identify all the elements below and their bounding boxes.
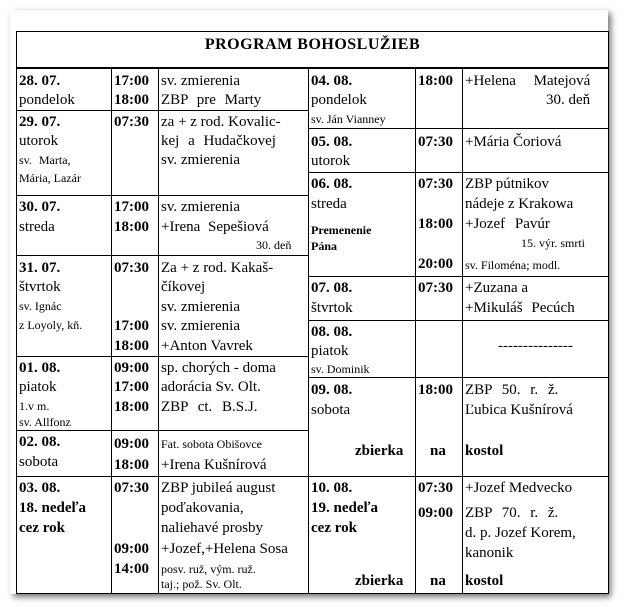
time: 18:00 xyxy=(114,92,149,108)
intention: sv. zmierenia xyxy=(161,73,240,89)
intention: +Irena Kušnírová xyxy=(161,457,267,473)
intention: Fat. sobota Obišovce xyxy=(161,437,262,451)
time: 18:00 xyxy=(114,338,149,354)
intention: +Helena Matejová xyxy=(465,73,591,89)
saint: sv. Marta, xyxy=(19,153,71,167)
intention: +Zuzana a xyxy=(465,280,529,296)
time: 17:00 xyxy=(114,73,149,89)
collection-label: kostol xyxy=(465,443,504,459)
weekday: pondelok xyxy=(311,92,367,108)
intention: sv. Filoména; modl. xyxy=(465,258,561,272)
intention: taj.; pož. Sv. Olt. xyxy=(161,577,242,591)
weekday-extra: cez rok xyxy=(19,520,65,536)
weekday: utorok xyxy=(19,133,59,149)
time: 18:00 xyxy=(114,219,149,235)
time: 17:00 xyxy=(114,318,149,334)
weekday: utorok xyxy=(311,153,351,169)
row-sep xyxy=(16,195,309,196)
time: 07:30 xyxy=(418,176,453,192)
intention: ZBP jubileá august xyxy=(161,480,276,496)
time: 07:30 xyxy=(418,280,453,296)
time: 17:00 xyxy=(114,379,149,395)
collection-label: zbierka xyxy=(355,443,404,459)
weekday: štvrtok xyxy=(19,279,61,295)
row-sep xyxy=(308,276,609,277)
border-top xyxy=(16,31,609,32)
right-text-divider xyxy=(462,68,463,594)
date: 28. 07. xyxy=(19,73,61,89)
intention: sv. zmierenia xyxy=(161,299,240,315)
time: 07:30 xyxy=(114,480,149,496)
weekday-extra: cez rok xyxy=(311,520,357,536)
intention: Ľubica Kušnírová xyxy=(465,402,573,418)
intention: sv. zmierenia xyxy=(161,152,240,168)
row-sep xyxy=(308,320,609,321)
date: 09. 08. xyxy=(311,382,353,398)
saint: 1.v m. xyxy=(19,399,50,413)
time: 18:00 xyxy=(114,457,149,473)
row-sep xyxy=(308,377,609,378)
date: 02. 08. xyxy=(19,434,61,450)
intention: sp. chorých - doma xyxy=(161,360,276,376)
saint: sv. Ján Vianney xyxy=(311,112,386,126)
intention: sv. zmierenia xyxy=(161,199,240,215)
intention: kanonik xyxy=(465,545,514,561)
weekday: pondelok xyxy=(19,92,75,108)
time: 07:30 xyxy=(418,480,453,496)
row-sep xyxy=(308,476,609,477)
time: 14:00 xyxy=(114,561,149,577)
row-sep xyxy=(16,476,309,477)
time: 18:00 xyxy=(418,216,453,232)
intention: +Irena Sepešiová xyxy=(161,219,269,235)
intention: naliehavé prosby xyxy=(161,520,264,536)
time: 09:00 xyxy=(114,360,149,376)
time: 07:30 xyxy=(418,134,453,150)
intention: za + z rod. Kovalic- xyxy=(161,114,281,130)
date: 07. 08. xyxy=(311,280,353,296)
saint: sv. Allfonz xyxy=(19,415,71,429)
time: 07:30 xyxy=(114,260,149,276)
collection-label: zbierka xyxy=(355,573,404,589)
intention: +Anton Vavrek xyxy=(161,338,253,354)
time: 18:00 xyxy=(418,382,453,398)
intention: číkovej xyxy=(161,279,206,295)
date: 04. 08. xyxy=(311,73,353,89)
time: 18:00 xyxy=(418,73,453,89)
row-sep xyxy=(16,356,309,357)
saint: sv. Dominik xyxy=(311,362,370,376)
row-sep xyxy=(16,110,309,111)
collection-label: na xyxy=(430,573,446,589)
time: 20:00 xyxy=(418,256,453,272)
no-mass-dashes: --------------- xyxy=(498,338,573,354)
time: 18:00 xyxy=(114,399,149,415)
intention: ZBP pre Marty xyxy=(161,92,262,108)
weekday: 19. nedeľa xyxy=(311,500,379,516)
intention: Za + z rod. Kakaš- xyxy=(161,260,274,276)
page-title: PROGRAM BOHOSLUŽIEB xyxy=(204,36,421,53)
saint: sv. Ignác xyxy=(19,299,62,313)
weekday: piatok xyxy=(311,343,349,359)
feast: Pána xyxy=(311,239,338,253)
border-left xyxy=(16,31,17,594)
schedule-table xyxy=(16,31,609,594)
time: 17:00 xyxy=(114,199,149,215)
saint: Mária, Lazár xyxy=(19,171,81,185)
date: 05. 08. xyxy=(311,134,353,150)
feast: Premenenie xyxy=(311,223,372,237)
row-sep xyxy=(308,172,609,173)
collection-label: na xyxy=(430,443,446,459)
date: 29. 07. xyxy=(19,114,61,130)
intention: nádeje z Krakowa xyxy=(465,196,574,212)
date: 10. 08. xyxy=(311,480,353,496)
intention: ZBP 70. r. ž. xyxy=(465,505,559,521)
weekday: streda xyxy=(311,196,347,212)
intention: kej a Hudačkovej xyxy=(161,133,276,149)
intention: +Mikuláš Pecúch xyxy=(465,300,575,316)
date: 30. 07. xyxy=(19,199,61,215)
intention: ZBP pútnikov xyxy=(465,176,550,192)
left-time-divider xyxy=(111,68,112,594)
intention: d. p. Jozef Korem, xyxy=(465,525,576,541)
left-text-divider xyxy=(158,68,159,594)
weekday: sobota xyxy=(19,454,59,470)
intention: +Jozef Pavúr xyxy=(465,216,550,232)
date: 03. 08. xyxy=(19,480,61,496)
intention: posv. ruž, vým. ruž. xyxy=(161,562,256,576)
date: 08. 08. xyxy=(311,324,353,340)
row-sep xyxy=(308,128,609,129)
intention-note: 30. deň xyxy=(256,238,292,252)
weekday: piatok xyxy=(19,379,57,395)
intention: poďakovania, xyxy=(161,500,244,516)
time: 07:30 xyxy=(114,114,149,130)
border-bottom xyxy=(16,593,609,594)
intention: adorácia Sv. Olt. xyxy=(161,379,261,395)
intention: +Jozef,+Helena Sosa xyxy=(161,541,288,557)
weekday: 18. nedeľa xyxy=(19,500,87,516)
border-right xyxy=(608,31,609,594)
weekday: sobota xyxy=(311,402,351,418)
date: 06. 08. xyxy=(311,176,353,192)
date: 01. 08. xyxy=(19,360,61,376)
intention: sv. zmierenia xyxy=(161,318,240,334)
time: 09:00 xyxy=(114,541,149,557)
row-sep xyxy=(16,430,309,431)
intention-note: 15. výr. smrti xyxy=(521,236,586,250)
intention: ZBP ct. B.S.J. xyxy=(161,399,258,415)
time: 09:00 xyxy=(418,505,453,521)
collection-label: kostol xyxy=(465,573,504,589)
intention: +Jozef Medvecko xyxy=(465,480,573,496)
row-sep xyxy=(16,255,309,256)
intention-note: 30. deň xyxy=(546,92,591,108)
weekday: streda xyxy=(19,219,55,235)
right-time-divider xyxy=(415,68,416,594)
intention: +Mária Čoriová xyxy=(465,134,562,150)
column-divider xyxy=(308,68,309,594)
weekday: štvrtok xyxy=(311,300,353,316)
title-divider xyxy=(16,67,609,69)
intention: ZBP 50. r. ž. xyxy=(465,382,559,398)
saint: z Loyoly, kň. xyxy=(19,318,83,332)
date: 31. 07. xyxy=(19,260,61,276)
time: 09:00 xyxy=(114,436,149,452)
